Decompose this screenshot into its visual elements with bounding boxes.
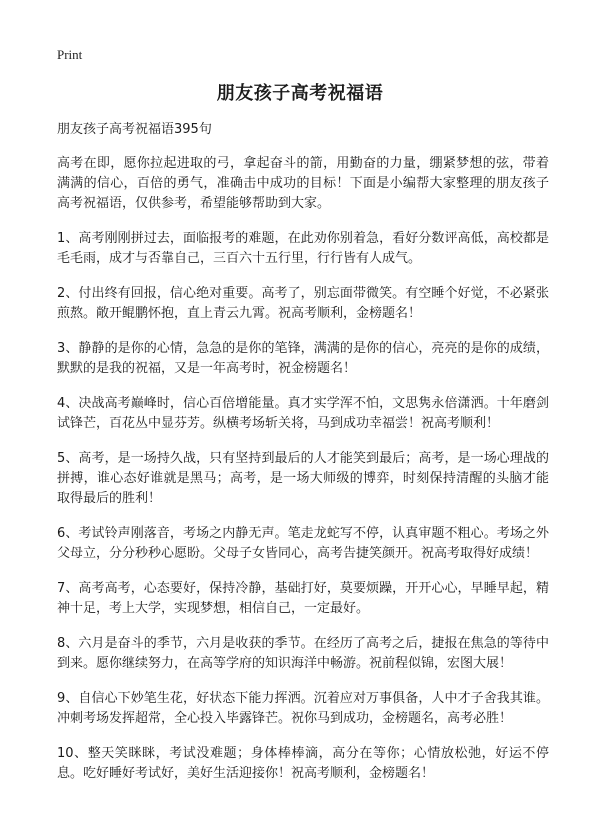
article-subtitle: 朋友孩子高考祝福语395句 xyxy=(57,122,212,137)
wish-item-4: 4、决战高考巅峰时，信心百倍增能量。真才实学浑不怕，文思隽永倍潇洒。十年磨剑试锋芒，百花丛中显芬芳。纵横考场斩关将，马到成功幸福尝！祝高考顺利！ xyxy=(57,396,549,431)
wish-item-9: 9、自信心下妙笔生花，好状态下能力挥洒。沉着应对万事俱备，人中才子舍我其谁。冲刺考场发挥超常，全心投入毕露锋芒。祝你马到成功，金榜题名，高考必胜！ xyxy=(57,691,549,726)
print-link[interactable]: Print xyxy=(57,47,83,62)
intro-paragraph: 高考在即，愿你拉起进取的弓，拿起奋斗的箭，用勤奋的力量，绷紧梦想的弦，带着满满的信心，百倍的勇气，准确击中成功的目标！下面是小编帮大家整理的朋友孩子高考祝福语，仅供参考，希望能够帮助到大家。 xyxy=(57,156,549,211)
wish-item-2: 2、付出终有回报，信心绝对重要。高考了，别忘面带微笑。有空睡个好觉，不必紧张煎熬。敞开鲲鹏怀抱，直上青云九霄。祝高考顺利，金榜题名！ xyxy=(57,286,549,321)
article-body xyxy=(57,120,549,799)
wish-item-3: 3、静静的是你的心情，急急的是你的笔锋，满满的是你的信心，亮亮的是你的成绩，默默的是我的祝福，又是一年高考时，祝金榜题名！ xyxy=(57,341,549,376)
wish-item-5: 5、高考，是一场持久战，只有坚持到最后的人才能笑到最后；高考，是一场心理战的拼搏，谁心态好谁就是黑马；高考，是一场大师级的博弈，时刻保持清醒的头脑才能取得最后的胜利！ xyxy=(57,451,549,506)
wish-item-1: 1、高考刚刚拼过去，面临报考的难题，在此劝你别着急，看好分数评高低，高校都是毛毛雨，成才与否靠自己，三百六十五行里，行行皆有人成气。 xyxy=(57,231,549,266)
wish-item-8: 8、六月是奋斗的季节，六月是收获的季节。在经历了高考之后，捷报在焦急的等待中到来。愿你继续努力，在高等学府的知识海洋中畅游。祝前程似锦，宏图大展！ xyxy=(57,636,549,671)
wish-item-7: 7、高考高考，心态要好，保持冷静，基础打好，莫要烦躁，开开心心，早睡早起，精神十足，考上大学，实现梦想，相信自己，一定最好。 xyxy=(57,581,549,616)
page-title: 朋友孩子高考祝福语 xyxy=(216,83,384,104)
wish-item-6: 6、考试铃声刚落音，考场之内静无声。笔走龙蛇写不停，认真审题不粗心。考场之外父母立，分分秒秒心愿盼。父母子女皆同心，高考告捷笑颜开。祝高考取得好成绩！ xyxy=(57,526,549,561)
wish-item-10: 10、整天笑眯眯，考试没难题；身体棒棒滴，高分在等你；心情放松弛，好运不停息。吃好睡好考试好，美好生活迎接你！祝高考顺利，金榜题名！ xyxy=(57,746,549,781)
